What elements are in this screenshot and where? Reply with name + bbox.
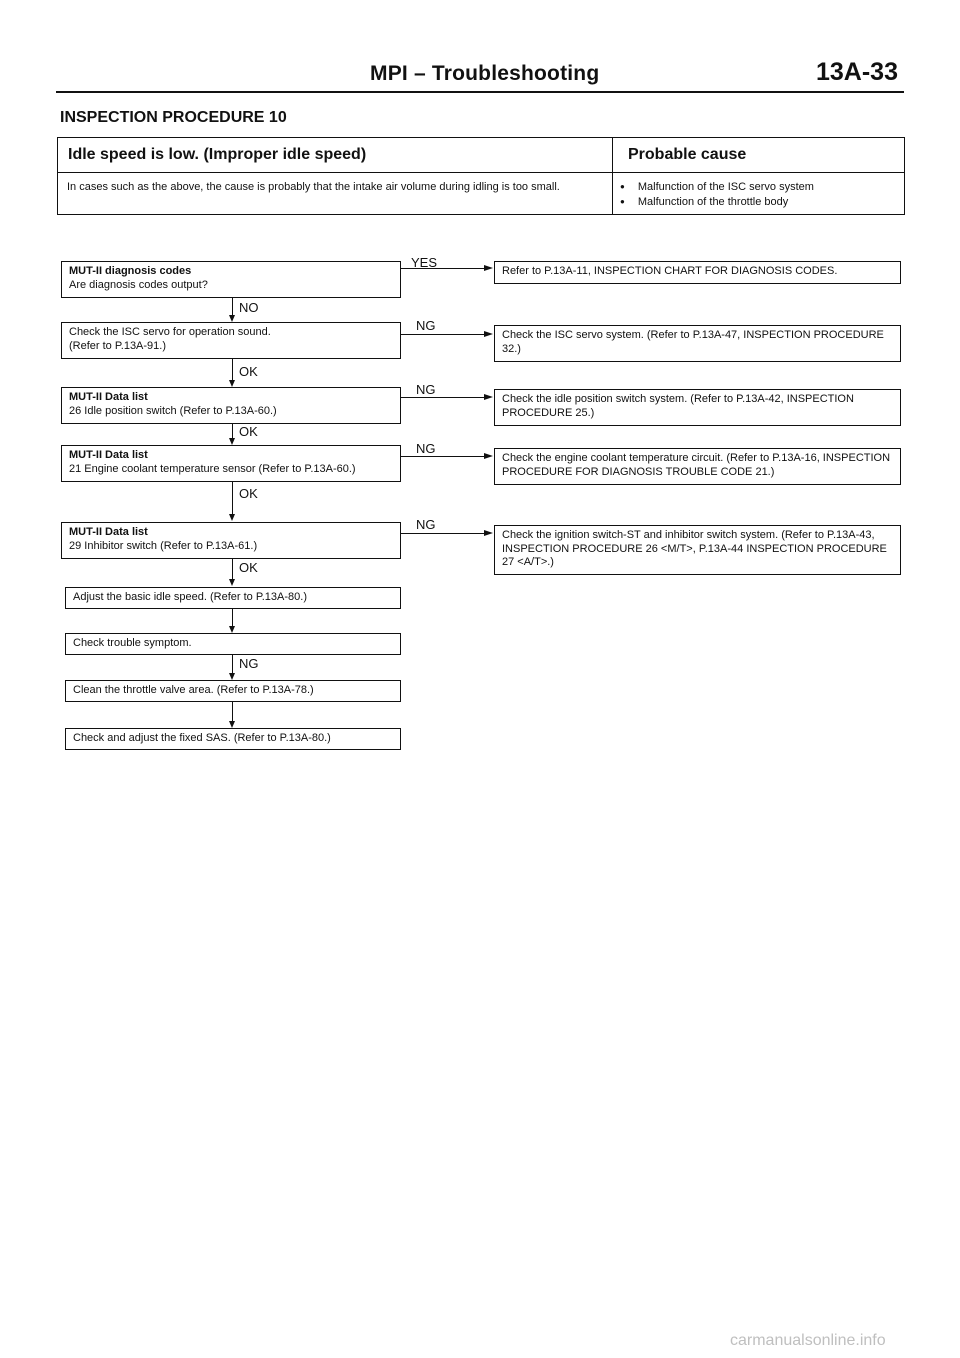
arrow-right-icon [484,394,493,400]
symptom-description: In cases such as the above, the cause is probably that the intake air volume during idling is too small. [67,181,560,193]
arrow-down-icon [229,438,235,445]
flow-step-6 [65,587,401,609]
symptom-heading: Idle speed is low. (Improper idle speed) [68,146,367,163]
connector-step8-step9 [232,702,233,721]
flow-step-5-text: 29 Inhibitor switch (Refer to P.13A-61.) [69,539,258,552]
flow-result-3 [494,389,901,426]
flow-result-4 [494,448,901,485]
flow-result-5 [494,525,901,575]
cause-item: ● Malfunction of the throttle body [620,195,814,210]
flow-step-2 [61,322,401,359]
label-ng-2: NG [416,382,436,397]
flow-step-3-title: MUT-II Data list [69,391,148,403]
label-ng-3: NG [416,441,436,456]
flow-step-2-line2: (Refer to P.13A-91.) [69,339,167,352]
flow-step-5-title: MUT-II Data list [69,526,148,538]
flow-step-6-text: Adjust the basic idle speed. (Refer to P.13A-80.) [73,591,307,603]
arrow-down-icon [229,315,235,322]
flow-result-3-text: Check the idle position switch system. (Refer to P.13A-42, INSPECTION PROCEDURE 25.) [502,393,854,419]
flow-step-2-line1: Check the ISC servo for operation sound. [69,326,271,338]
label-ng-4: NG [416,517,436,532]
cause-list [620,180,814,210]
connector-ng-4 [401,533,485,534]
label-yes: YES [411,255,438,270]
page-number: 13A-33 [816,58,898,86]
symptom-table-divider [612,138,613,214]
flow-step-8 [65,680,401,702]
connector-ng-1 [401,334,485,335]
arrow-right-icon [484,453,493,459]
arrow-down-icon [229,721,235,728]
flow-step-1-title: MUT-II diagnosis codes [69,265,192,277]
cause-item: ● Malfunction of the ISC servo system [620,180,814,195]
section-title: MPI – Troubleshooting [370,62,600,85]
connector-ok-3 [232,482,233,515]
flow-result-2-text: Check the ISC servo system. (Refer to P.13A-47, INSPECTION PROCEDURE 32.) [502,329,884,355]
flow-step-9-text: Check and adjust the fixed SAS. (Refer to P.13A-80.) [73,732,331,744]
flow-step-4-text: 21 Engine coolant temperature sensor (Refer to P.13A-60.) [69,462,356,475]
arrow-down-icon [229,380,235,387]
connector-ok-4 [232,559,233,581]
flow-step-5 [61,522,401,559]
flow-step-7-text: Check trouble symptom. [73,637,192,649]
flow-step-7 [65,633,401,655]
connector-ng-5 [232,655,233,674]
label-ok-2: OK [239,424,258,439]
label-ng-5: NG [239,656,259,671]
flow-result-4-text: Check the engine coolant temperature circuit. (Refer to P.13A-16, INSPECTION PROCEDURE FOR DIAGNOSIS TROUBLE CODE 21.) [502,452,891,478]
connector-step6-step7 [232,609,233,627]
arrow-down-icon [229,626,235,633]
flow-step-9 [65,728,401,750]
label-ok-3: OK [239,486,258,501]
connector-ng-2 [401,397,485,398]
flow-result-1 [494,261,901,284]
flow-step-1 [61,261,401,298]
flow-step-4-title: MUT-II Data list [69,449,148,461]
label-no: NO [239,300,259,315]
flow-step-4 [61,445,401,482]
flow-result-1-text: Refer to P.13A-11, INSPECTION CHART FOR DIAGNOSIS CODES. [502,265,838,277]
connector-ok-1 [232,359,233,382]
arrow-right-icon [484,530,493,536]
header-divider [56,91,904,93]
arrow-down-icon [229,514,235,521]
procedure-title: INSPECTION PROCEDURE 10 [60,109,287,126]
cause-heading: Probable cause [628,146,747,163]
flow-result-2 [494,325,901,362]
symptom-table [57,137,905,215]
arrow-down-icon [229,673,235,680]
label-ok-4: OK [239,560,258,575]
flow-step-3-text: 26 Idle position switch (Refer to P.13A-60.) [69,404,277,417]
arrow-down-icon [229,579,235,586]
flow-step-3 [61,387,401,424]
label-ng-1: NG [416,318,436,333]
watermark: carmanualsonline.info [730,1332,886,1349]
flow-step-1-text: Are diagnosis codes output? [69,278,208,291]
flow-step-8-text: Clean the throttle valve area. (Refer to P.13A-78.) [73,684,314,696]
connector-ng-3 [401,456,485,457]
arrow-right-icon [484,265,493,271]
flow-result-5-text: Check the ignition switch-ST and inhibitor switch system. (Refer to P.13A-43, INSPECTION PROCEDURE 26 <M/T>, P.13A-44 INSPECTION PROCEDURE 27 <A/T>.) [502,529,887,568]
arrow-right-icon [484,331,493,337]
label-ok-1: OK [239,364,258,379]
